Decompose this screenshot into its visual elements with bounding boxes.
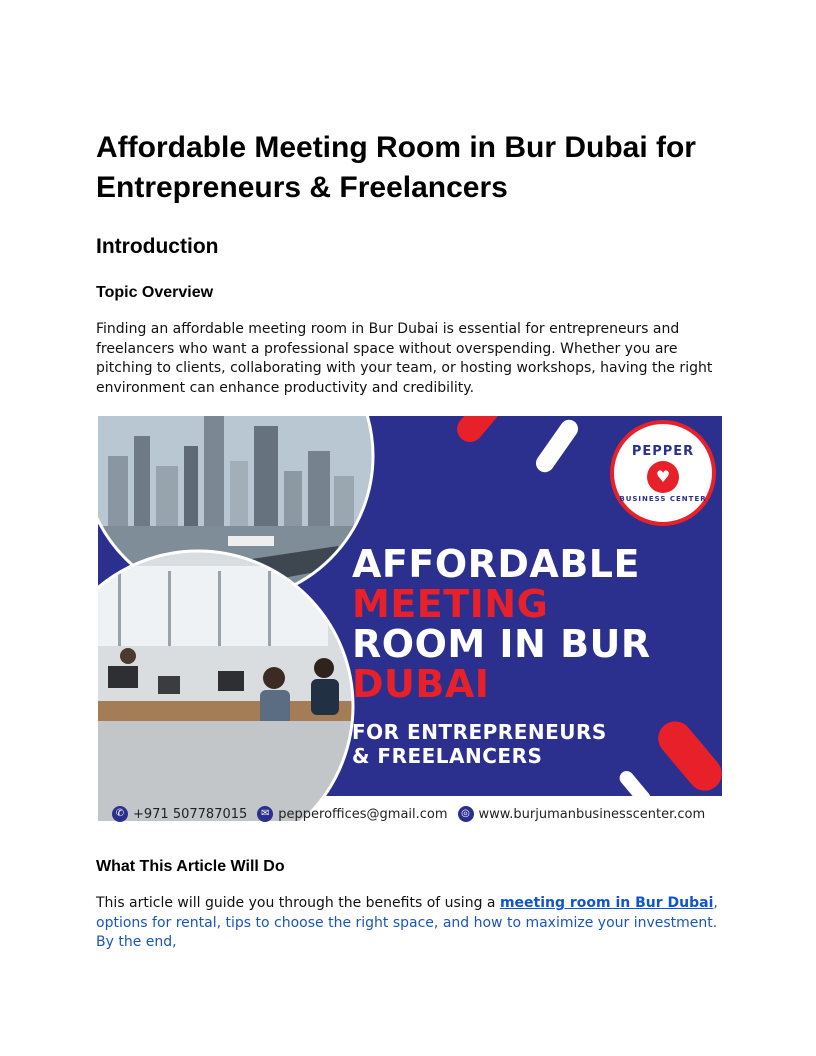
banner-subline-1: FOR ENTREPRENEURS <box>352 720 607 744</box>
section-heading-introduction: Introduction <box>96 235 219 258</box>
subheading-article-purpose: What This Article Will Do <box>96 858 285 875</box>
phone-icon: ✆ <box>112 806 128 822</box>
banner-subline-2: & FREELANCERS <box>352 744 543 768</box>
banner-line-3: ROOM IN BUR <box>352 622 651 666</box>
article-purpose-paragraph <box>96 894 720 953</box>
article-text-suffix: , options for rental, tips to choose the right space, and how to maximize your investment. By the end, <box>96 895 718 950</box>
banner-line-4: DUBAI <box>352 662 490 706</box>
article-text-prefix: This article will guide you through the benefits of using a <box>96 895 500 911</box>
contact-website-text: www.burjumanbusinesscenter.com <box>478 806 706 822</box>
meeting-room-link[interactable]: meeting room in Bur Dubai <box>499 895 714 911</box>
banner-line-1: AFFORDABLE <box>352 542 640 586</box>
contact-email-text: pepperoffices@gmail.com <box>278 806 448 822</box>
contact-phone-text: +971 507787015 <box>133 806 248 822</box>
contact-email <box>257 806 447 822</box>
contact-website <box>458 806 706 822</box>
email-icon: ✉ <box>257 806 273 822</box>
banner-line-2: MEETING <box>352 582 549 626</box>
logo-top-text: PEPPER <box>631 443 695 459</box>
logo-bottom-text: BUSINESS CENTER <box>619 494 707 503</box>
topic-overview-paragraph: Finding an affordable meeting room in Bur Dubai is essential for entrepreneurs and freelancers who want a professional space without overspending. Whether you are pitching to clients, collaborating with your team, or hosting workshops, having the right environment can enhance productivity and credibility. <box>96 321 713 396</box>
subheading-topic-overview: Topic Overview <box>96 284 214 301</box>
pepper-icon: ♥ <box>647 461 679 493</box>
contact-phone <box>112 806 247 822</box>
pepper-business-center-logo <box>610 420 716 526</box>
globe-icon: ◎ <box>458 806 474 822</box>
page-title: Affordable Meeting Room in Bur Dubai for Entrepreneurs & Freelancers <box>96 131 696 204</box>
promo-banner-image <box>98 416 722 828</box>
banner-contact-row <box>98 804 722 824</box>
banner-headline <box>352 544 722 768</box>
